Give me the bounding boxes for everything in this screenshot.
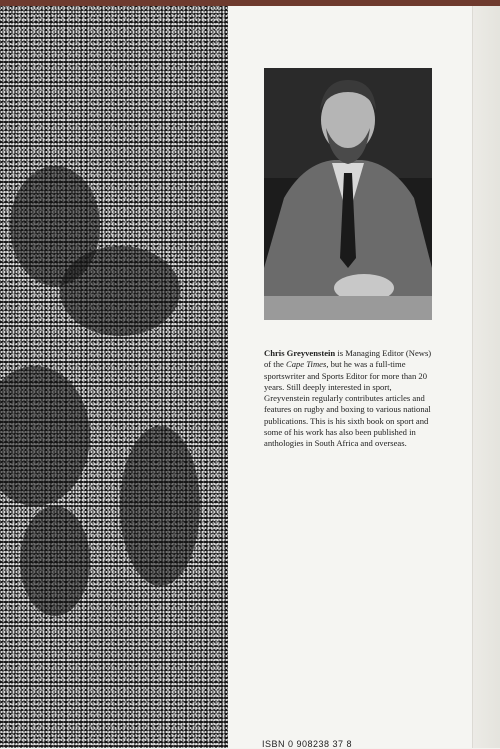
flap-edge — [472, 6, 500, 748]
author-bio — [264, 348, 436, 450]
author-photo — [264, 68, 432, 320]
cover-halftone-image — [0, 6, 228, 748]
isbn: ISBN 0 908238 37 8 — [262, 739, 353, 749]
author-name: Chris Greyvenstein — [264, 348, 336, 358]
publication-name: Cape Times — [285, 359, 327, 370]
bio-part-1: is Managing Editor (News) of the — [264, 348, 432, 370]
bio-part-2: , but he was a full-time sportswriter and Sports Editor for more than 20 years. Still deeply interested in sport, Greyvenstein regularly contributes articles and features on rugby and boxing to various national publications. This is his sixth book on sport and some of his work has also been published in anthologies in South Africa and overseas. — [264, 359, 431, 449]
